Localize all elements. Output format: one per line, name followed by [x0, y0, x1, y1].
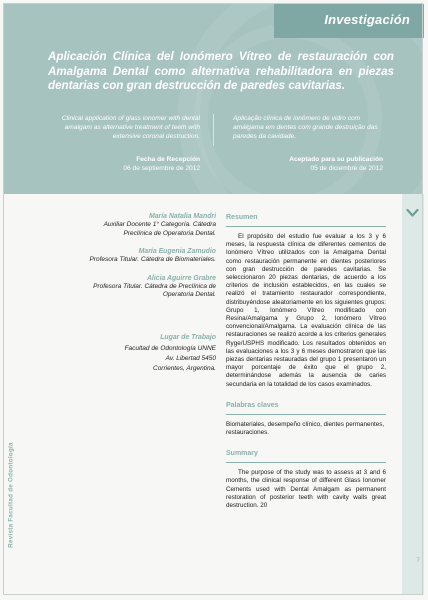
page-number: 7 [416, 557, 420, 564]
workplace-block [84, 333, 216, 374]
title-divider [213, 114, 214, 146]
accepted-date-block [233, 155, 383, 173]
accepted-label: Aceptado para su publicación [289, 156, 383, 163]
summary-heading: Summary [226, 450, 258, 458]
chevron-down-icon[interactable] [406, 208, 419, 218]
author-entry [84, 274, 216, 300]
article-title: Aplicación Clínica del Ionómero Vítreo de restauración con Amalgama Dental como alternativa rehabilitadora en piezas dentarias con gran destrucción de paredes cavitarias. [48, 50, 394, 92]
section-rule [226, 414, 386, 415]
resumen-text: El propósito del estudio fue evaluar a los 3 y 6 meses, la respuesta clínica de diferentes cementos de Ionómero Vítreo utilizados con la Amalgama Dental como restauración permanente en dientes posteriores con gran destrucción de paredes cavitarias. Se seleccionaron 20 piezas dentarias, de acuerdo a los criterios de inclusión establecidos, en las cuales se realizó el tratamiento restaurador correspondiente, distribuyéndose aleatoriamente en los siguientes grupos: Grupo 1, Ionómero Vítreo modificado con Resina/Amalgama y Grupo 2, Ionómero Vítreo convencional/Amalgama. La evaluación clínica de las restauraciones se realizó acorde a los criterios generales Ryge/USPHS modificado. Los resultados obtenidos en las evaluaciones a los 3 y 6 meses demostraron que las piezas dentarias restauradas del grupo 1 presentaron un mayor porcentaje de éxito que el grupo 2, determinándose además la ausencia de caries secundaria en la totalidad de los casos examinados. [226, 233, 386, 388]
section-tag [274, 4, 424, 38]
abstract-column [226, 213, 386, 522]
author-list [84, 212, 216, 309]
workplace-line: Av. Libertad 5450 [165, 355, 216, 362]
workplace-line: Facultad de Odontología UNNE [124, 345, 216, 352]
author-role: Auxiliar Docente 1° Categoría. Cátedra Preclínica de Operatoria Dental. [103, 221, 216, 237]
received-label: Fecha de Recepción [136, 156, 200, 163]
summary-text: The purpose of the study was to assess at 3 and 6 months, the clinical response of different Glass Ionomer Cements used with Dental Amalgam as permanent restoration of posterior teeth with cavity walls great destruction. 20 [226, 469, 386, 510]
keywords-heading: Palabras claves [226, 401, 279, 409]
section-rule [226, 462, 386, 463]
section-label: Investigación [324, 12, 410, 27]
resumen-heading: Resumen [226, 214, 258, 221]
keywords-text: Biomateriales, desempeño clínico, dientes permanentes, restauraciones. [226, 420, 385, 437]
english-title: Clinical application of glass ionomer with dental amalgam as alternative treatment of teeth with extensive coronal destruction. [61, 115, 200, 140]
author-role: Profesora Titular. Cátedra de Biomateriales. [89, 256, 216, 264]
author-role: Profesora Titular. Cátedra de Preclínica de Operatoria Dental. [93, 282, 216, 299]
workplace-line: Corrientes, Argentina. [153, 365, 216, 372]
author-name: María Eugenia Zamudio [138, 248, 216, 256]
section-rule [226, 226, 386, 227]
author-entry [84, 247, 216, 265]
workplace-label: Lugar de Trabajo [160, 334, 216, 341]
side-strip [402, 194, 424, 595]
author-name: María Natalia Mandri [148, 213, 216, 220]
author-entry [84, 212, 216, 238]
journal-name-vertical [4, 420, 18, 570]
author-name: Alicia Aguirre Grabre [146, 274, 216, 282]
accepted-date: 05 de diciembre de 2012 [310, 165, 383, 172]
journal-name: Revista Facultad de Odontología [7, 442, 15, 548]
portuguese-title: Aplicação clínica de ionômero de vidro com amálgama em dentes com grande destruição das paredes da cavidade. [233, 115, 378, 140]
received-date-block [60, 155, 200, 173]
received-date: 06 de septiembre de 2012 [123, 165, 200, 172]
